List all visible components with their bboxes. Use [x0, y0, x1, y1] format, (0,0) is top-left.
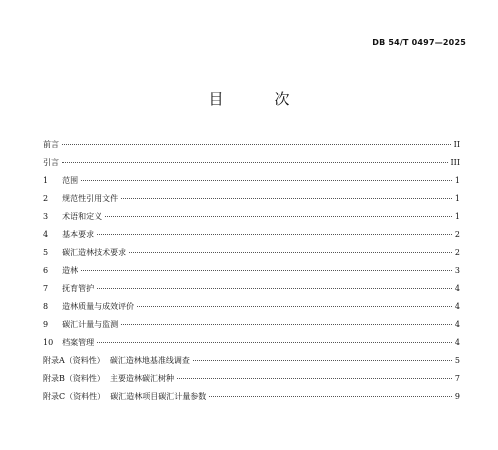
toc-entry[interactable]	[43, 355, 460, 373]
toc-entry-page: 1	[454, 212, 460, 221]
toc-entry-page: II	[453, 140, 460, 149]
toc-entry[interactable]	[43, 283, 460, 301]
toc-entry-label-group	[43, 175, 78, 186]
dot-leader	[137, 306, 452, 307]
toc-entry-number: 8	[43, 302, 49, 311]
toc-entry-page: 3	[454, 266, 460, 275]
dot-leader	[81, 180, 452, 181]
toc-entry-number: 3	[43, 212, 49, 221]
toc-entry-title: 术语和定义	[62, 212, 103, 221]
toc-entry[interactable]	[43, 139, 460, 157]
toc-entry-page: III	[450, 158, 460, 167]
dot-leader	[62, 162, 448, 163]
dot-leader	[81, 270, 452, 271]
dot-leader	[62, 144, 451, 145]
toc-entry[interactable]	[43, 301, 460, 319]
toc-entry-number: 附录B（资料性）	[43, 374, 105, 383]
toc-entry[interactable]	[43, 247, 460, 265]
toc-entry-title: 基本要求	[62, 230, 95, 239]
toc-entry-title: 碳汇造林技术要求	[62, 248, 127, 257]
toc-entry-label-group	[43, 193, 118, 204]
toc-entry-number: 10	[43, 338, 54, 347]
document-code: DB 54/T 0497—2025	[372, 38, 466, 47]
toc-entry-number: 2	[43, 194, 49, 203]
toc-entry[interactable]	[43, 211, 460, 229]
dot-leader	[177, 378, 452, 379]
toc-entry-number: 4	[43, 230, 49, 239]
toc-entry-page: 7	[454, 374, 460, 383]
toc-title: 目 次	[208, 90, 308, 108]
toc-entry-label-group	[43, 211, 102, 222]
toc-entry-label-group	[43, 283, 94, 294]
toc-entry-label-group	[43, 319, 118, 330]
toc-entry-number: 7	[43, 284, 49, 293]
toc-entry-label-group	[43, 247, 126, 258]
dot-leader	[121, 324, 452, 325]
toc-entry-number: 6	[43, 266, 49, 275]
toc-entry-page: 4	[454, 320, 460, 329]
toc-entry-title: 碳汇造林项目碳汇计量参数	[110, 392, 207, 401]
toc-entry-page: 4	[454, 284, 460, 293]
toc-entry-label-group	[43, 391, 206, 402]
toc-entry-page: 2	[454, 230, 460, 239]
dot-leader	[209, 396, 452, 397]
toc-entry-label-group	[43, 355, 190, 366]
toc-entry-page: 5	[454, 356, 460, 365]
toc-entry[interactable]	[43, 157, 460, 175]
toc-entry-page: 4	[454, 302, 460, 311]
toc-entry-page: 9	[454, 392, 460, 401]
toc-entry-page: 2	[454, 248, 460, 257]
toc-entry-page: 1	[454, 194, 460, 203]
toc-entry-title: 碳汇计量与监测	[62, 320, 119, 329]
toc-entry[interactable]	[43, 229, 460, 247]
dot-leader	[97, 288, 452, 289]
dot-leader	[129, 252, 452, 253]
toc-entry-label-group	[43, 229, 94, 240]
toc-entry-page: 4	[454, 338, 460, 347]
toc-entry-number: 附录C（资料性）	[43, 392, 106, 401]
toc-entry-title: 引言	[43, 158, 59, 167]
toc-entry-label-group	[43, 301, 134, 312]
toc-entry-number: 1	[43, 176, 49, 185]
toc-entry-title: 前言	[43, 140, 59, 149]
toc-entry[interactable]	[43, 373, 460, 391]
toc-entry[interactable]	[43, 391, 460, 409]
toc-entry-title: 造林	[62, 266, 79, 275]
toc-entry-title: 范围	[62, 176, 79, 185]
toc-entry[interactable]	[43, 319, 460, 337]
toc-entry-number: 9	[43, 320, 49, 329]
toc-entry-label-group	[43, 265, 78, 276]
dot-leader	[97, 234, 452, 235]
toc-entry-label-group	[43, 157, 59, 168]
toc-entry-title: 造林质量与成效评价	[62, 302, 135, 311]
table-of-contents	[43, 139, 460, 409]
dot-leader	[97, 342, 452, 343]
toc-entry[interactable]	[43, 175, 460, 193]
toc-entry-label-group	[43, 139, 59, 150]
dot-leader	[121, 198, 452, 199]
dot-leader	[105, 216, 452, 217]
toc-entry-number: 5	[43, 248, 49, 257]
dot-leader	[193, 360, 452, 361]
toc-entry-title: 规范性引用文件	[62, 194, 119, 203]
toc-entry[interactable]	[43, 265, 460, 283]
toc-entry-label-group	[43, 373, 174, 384]
toc-entry-label-group	[43, 337, 94, 348]
toc-entry[interactable]	[43, 193, 460, 211]
toc-entry[interactable]	[43, 337, 460, 355]
toc-entry-title: 档案管理	[62, 338, 95, 347]
toc-entry-title: 抚育管护	[62, 284, 95, 293]
toc-entry-title: 碳汇造林地基准线调查	[109, 356, 190, 365]
toc-entry-page: 1	[454, 176, 460, 185]
toc-entry-number: 附录A（资料性）	[43, 356, 105, 365]
toc-entry-title: 主要造林碳汇树种	[109, 374, 174, 383]
